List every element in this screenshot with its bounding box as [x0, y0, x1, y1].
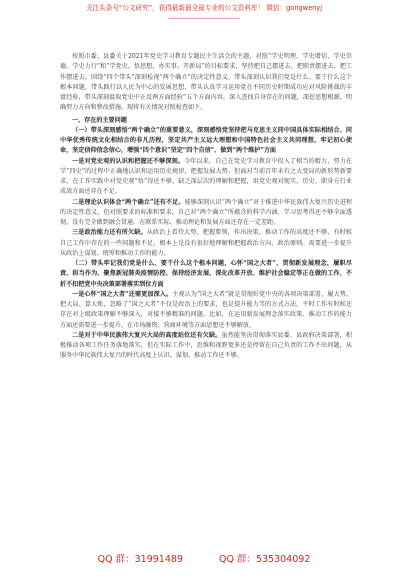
paragraph-lead: 一是对党史观的认识和把握还不够深刻。 [72, 157, 185, 165]
document-body [60, 52, 352, 362]
paragraph-text: 从政治上看待大势、把握要领，作出决策、推动工作的高度还不够，有时候自己工作中存在的一些问题和不足，根本上是没有很好地理解和把握政治方向、政治原则。需要进一步提升从政治上谋划、统筹和推动工作的能力。 [60, 229, 353, 257]
section-heading [60, 116, 352, 126]
paragraph-text: 主观认为“国之大者”就是贯彻好党中央的各项决策部署、履大势、把大局、算大账，忽略了“国之大者”不仅是政治上的要求，也是提升能力等的方式方法。平时工作有时候还存在对上级政策理解不够深入，对接不够精准的问题。比如，在运用新发展理念落实政策、推动工作的能力方面还需要进一步提升，在市场融资、营商环境等方面思想还不够解放。 [60, 290, 353, 329]
footer-qq-group-2: QQ 群：535304092 [218, 554, 311, 565]
body-paragraph [60, 198, 352, 229]
body-paragraph [60, 331, 352, 362]
paragraph-lead: 二是对于中华民族伟大复兴大局的高度站位还有欠缺。 [72, 331, 222, 339]
body-paragraph [60, 228, 352, 259]
footer-qq-group-1: QQ 群：31991489 [97, 554, 183, 565]
footer-contact [0, 551, 408, 565]
paragraph-text: 一、存在的主要问题 [72, 116, 127, 124]
paragraph-text: 按照市委、县委关于2021年党史学习教育专题民主生活会的主题，对照“学史明理、学史增信、学史崇德、学史力行”和“学党史、悟思想、办实事、开新局”的目标要求，坚持把自己摆进去、把职责摆进去、把工作摆进去，围绕“四个带头”深刻检视“两个确立”的决定性意义，带头深刻认识我们党是什么、要干什么这个根本问题，带头践行以人民为中心的发展思想，带头认真学习运用党在不同历史时期成功应对风险挑战的丰富经验，带头深刻汲取党史中正反两方面经验”五个方面内容，深入查找自身存在的问题，深挖思想根源，明确努力方向和整改措施。现将有关情况对照检查如下。 [60, 53, 352, 112]
paragraph-lead: 一是心怀“国之大者”还需更加深入。 [72, 290, 173, 298]
subsection-heading [60, 126, 352, 157]
body-paragraph [60, 290, 352, 331]
paragraph-text: 能够深刻认识“两个确立”对于推进中华民族伟大复兴历史进程的决定性意义，但对照要求的标准和要求，自己对“两个确立”所蕴含的科学内涵，学习思考得还不够全面透彻，没有完全做到融会贯通，在联系实际、推动理论和发展方面还存在一定差距。 [60, 198, 353, 226]
paragraph-lead: 二是理论认识体会“两个确立”还有不足。 [72, 198, 185, 206]
paragraph-text: （一）带头深刻感悟“两个确立”的重要意义，深刻感悟党坚持把马克思主义同中国具体实际相结合、同中华优秀传统文化相结合的非凡历程，坚定共产主义远大理想和中国特色社会主义共同理想，牢记初心使命，坚定信仰信念信心，增强“四个意识”坚定“四个自信”、做到“两个维护”方面 [60, 126, 352, 155]
paragraph-text: 今年以来，自己在党史学习教育中投入了相当的精力，努力在学“四史”的过程中正确地认识和运用历史规律，把握发展大势。但面对当前百年未有之大变局的新形势新要求，在工作实践中对党史观“悟”得还不够，缺乏深层次的理解和把握，用党史观对现实、历史、职身方行业成效方面还存在不足。 [60, 157, 353, 196]
paragraph-text: （二）带头牢记我们党是什么、要干什么这个根本问题，心怀“国之大者”，贯彻新发展理念，履职尽责、担当作为，聚焦新冠肺炎疫情防控、保持经济发展、深化改革开放、维护社会稳定等正在做的工作，不折不扣把党中央决策部署落实到位方面 [60, 260, 352, 288]
body-paragraph [60, 157, 352, 198]
paragraph-text: 虽然能坚决贯彻落实县委、县政府决策部署，积极推动各项工作任务落地落实，但在实际工作中，思维和视野更多还是停留在自己负责的工作不出问题，从服务中华民族伟大复兴的时代高度上认识、谋划、推动工作还不够。 [60, 331, 353, 360]
paragraph-lead: 三是政治能力还有所欠缺。 [72, 229, 147, 237]
header-line-1: 关注头条号“公文研究”，获得最新最全最专业的公文资料库！ 微信：gongwenyj [85, 4, 323, 12]
header-line-2: _______________________ [168, 12, 240, 19]
subsection-heading [60, 259, 352, 290]
body-paragraph [60, 52, 352, 114]
header-banner [0, 4, 408, 20]
